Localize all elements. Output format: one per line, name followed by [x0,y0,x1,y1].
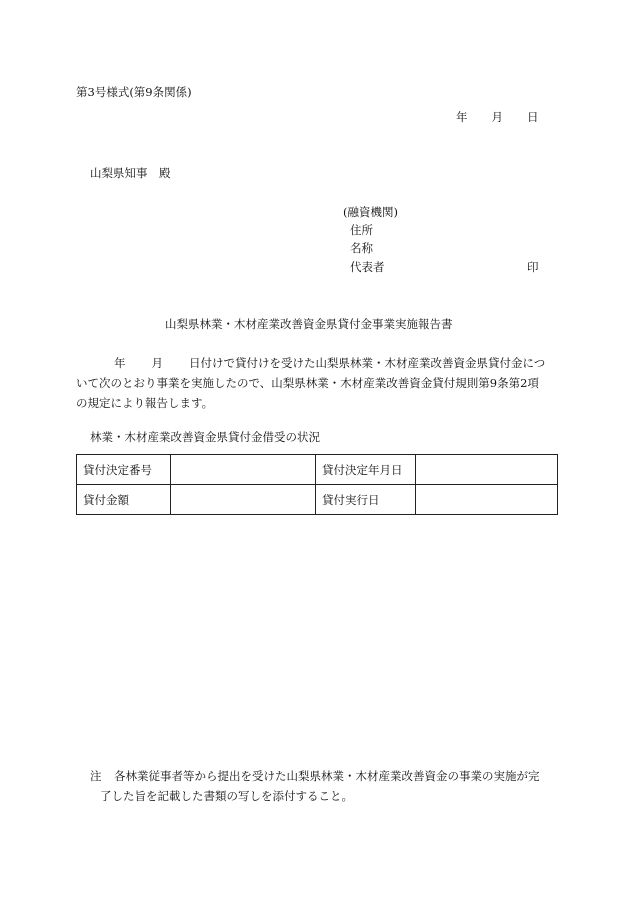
note-line-1-text: 各林業従事者等から提出を受けた山梨県林業・木材産業改善資金の事業の実施が完 [114,769,540,783]
addressee: 山梨県知事 殿 [90,166,171,180]
note-mark: 注 [90,769,102,783]
date-day: 日 [527,110,539,124]
section-heading: 林業・木材産業改善資金県貸付金借受の状況 [90,430,320,444]
body-month: 月 [151,356,163,370]
body-year: 年 [114,356,126,370]
sender-org-label: (融資機関) [343,205,398,219]
date-month: 月 [491,110,503,124]
sender-name-label: 名称 [350,241,373,255]
date-year: 年 [456,110,468,124]
seal-mark: 印 [527,260,539,274]
body-line-1-rest: 日付けで貸付けを受けた山梨県林業・木材産業改善資金県貸付金につ [189,356,546,370]
note-block [90,766,560,806]
sender-address-label: 住所 [350,223,373,237]
note-line-2: 了した旨を記載した書類の写しを添付すること。 [100,789,353,803]
body-line-1 [76,353,556,373]
table-row [77,485,558,515]
loan-decision-date-label: 貸付決定年月日 [316,455,416,485]
table-row [77,455,558,485]
body-paragraph [76,353,556,413]
loan-decision-date-value[interactable] [416,455,558,485]
form-number: 第3号様式(第9条関係) [76,85,192,99]
loan-amount-label: 貸付金額 [77,485,171,515]
sender-representative-label: 代表者 [350,260,385,274]
body-line-2: いて次のとおり事業を実施したので、山梨県林業・木材産業改善資金貸付規則第9条第2項 [76,376,539,390]
loan-amount-value[interactable] [171,485,316,515]
loan-decision-number-value[interactable] [171,455,316,485]
body-line-3: の規定により報告します。 [76,396,214,410]
loan-decision-number-label: 貸付決定番号 [77,455,171,485]
loan-execution-date-value[interactable] [416,485,558,515]
date-line [456,112,539,124]
note-line-1 [90,766,560,786]
loan-status-table [76,454,558,515]
loan-execution-date-label: 貸付実行日 [316,485,416,515]
report-title: 山梨県林業・木材産業改善資金県貸付金事業実施報告書 [165,317,453,331]
